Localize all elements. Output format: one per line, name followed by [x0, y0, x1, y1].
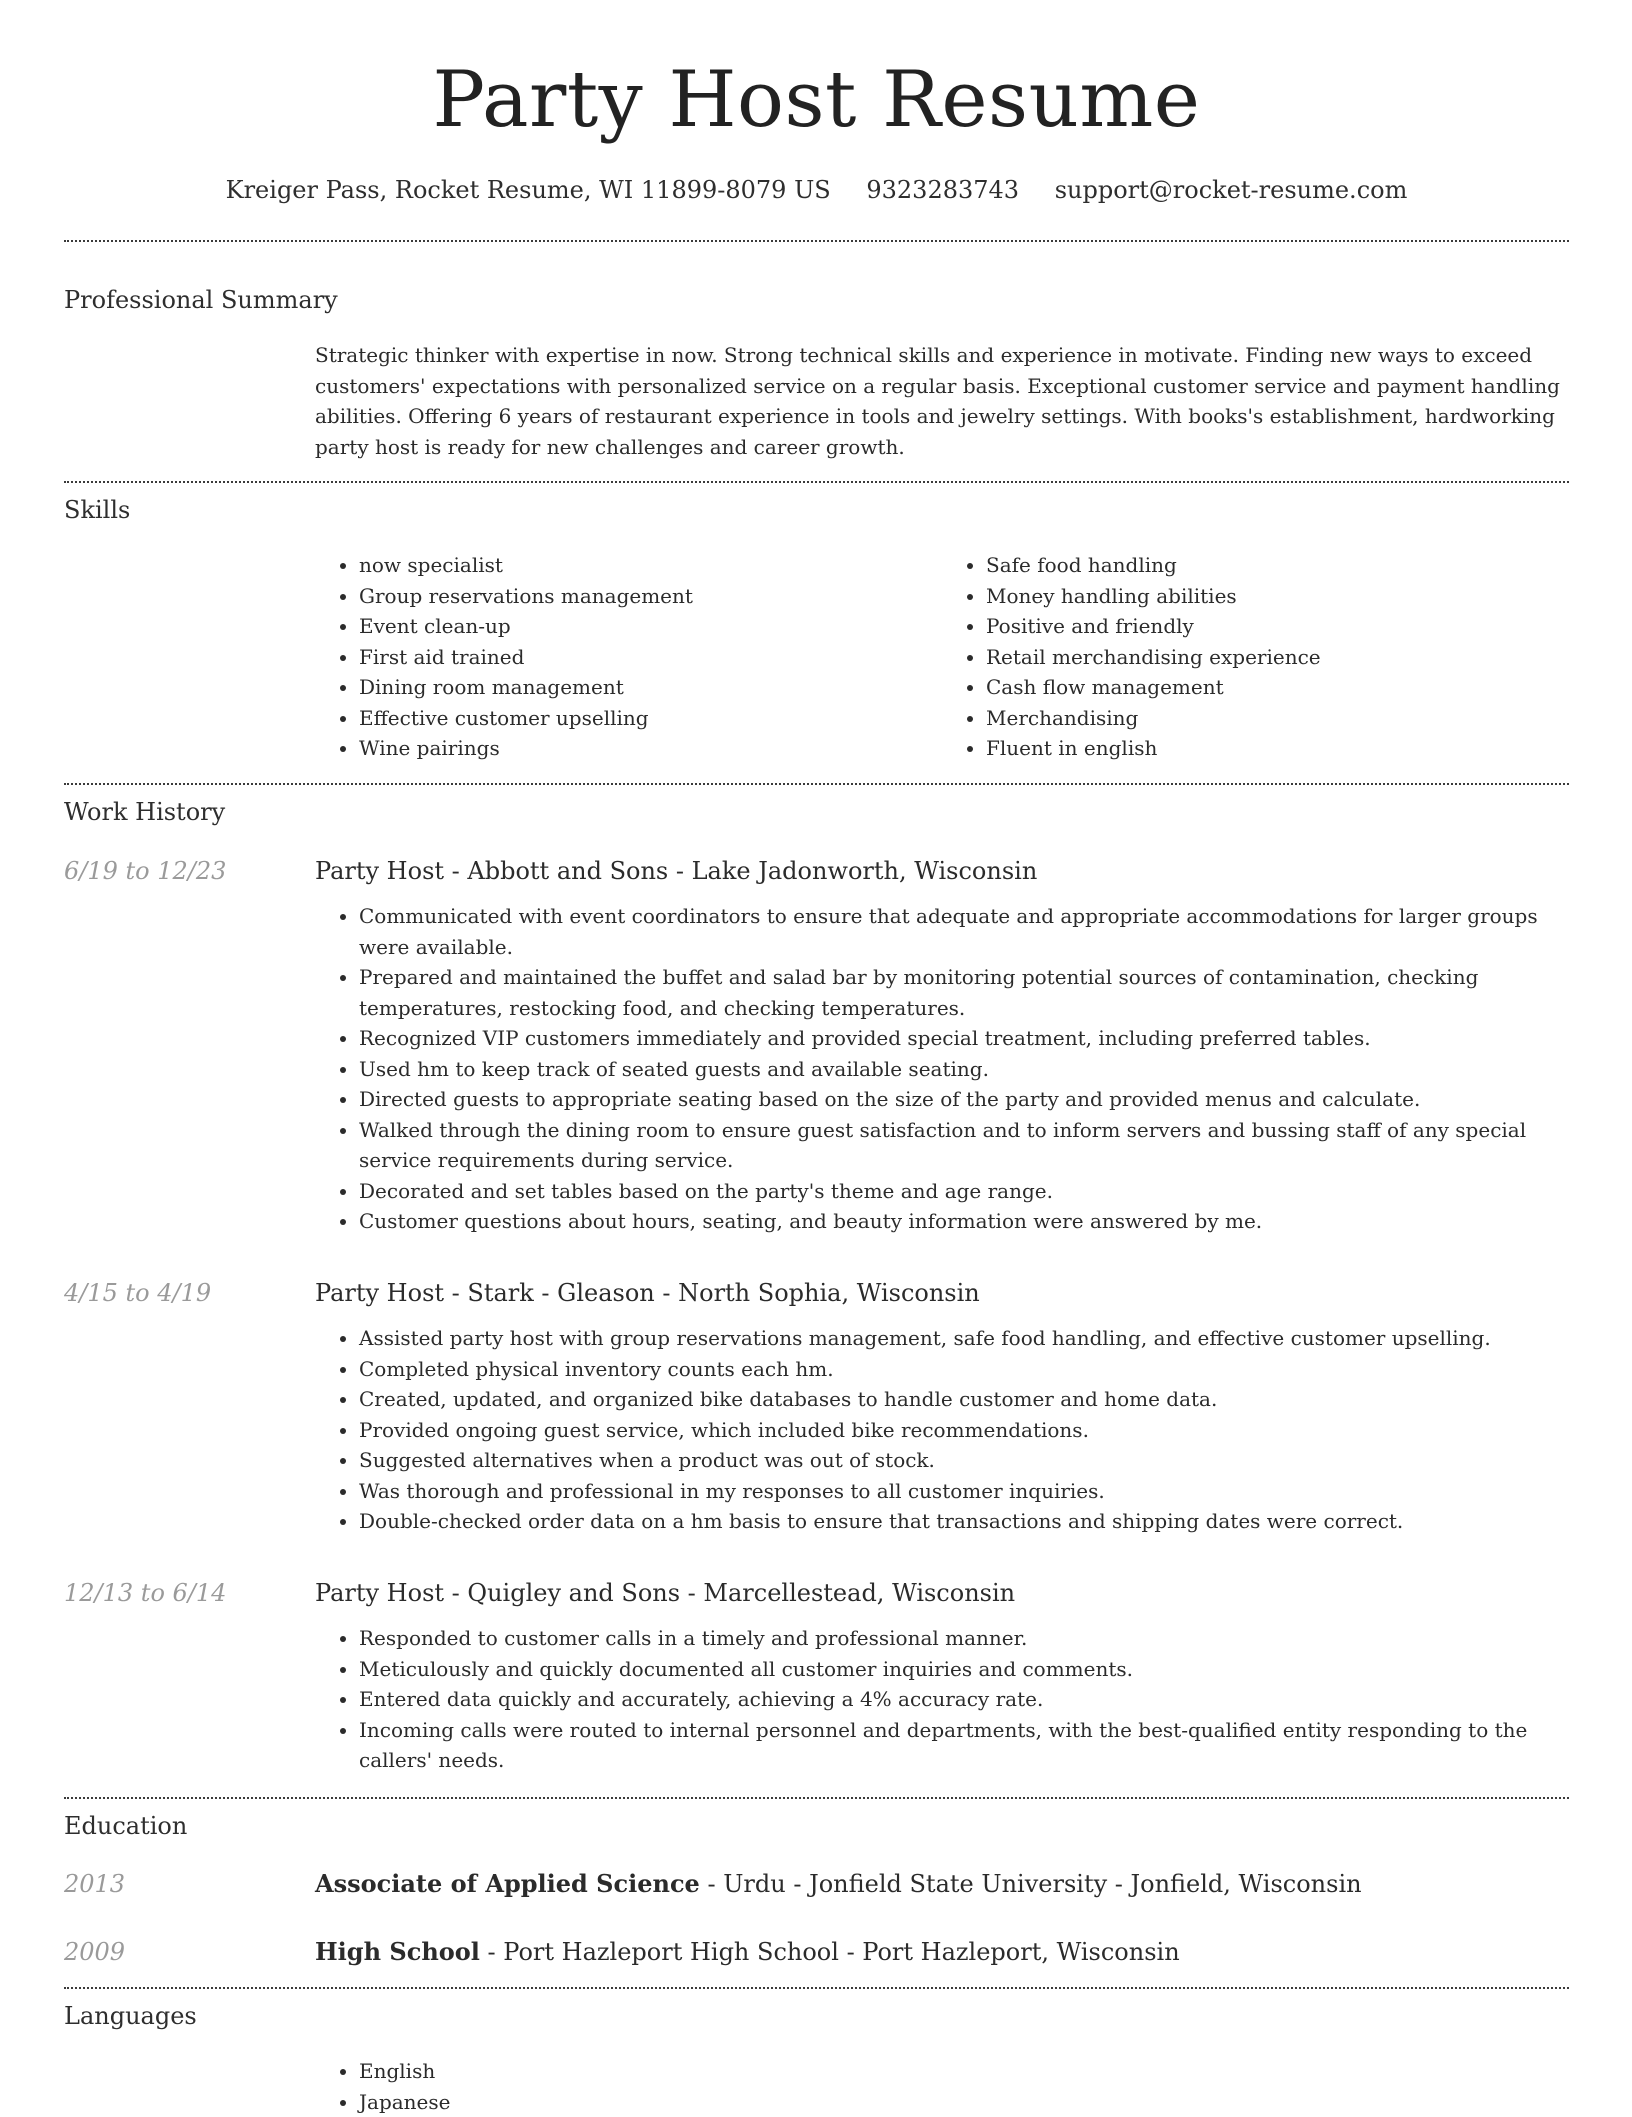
job-entry	[315, 1576, 1569, 1776]
skill-item: • Safe food handling	[986, 550, 1569, 581]
job-bullet: • Walked through the dining room to ensure guest satisfaction and to inform servers and bussing staff of any special service requirements during service.	[359, 1115, 1569, 1176]
skill-item: • Dining room management	[359, 672, 942, 703]
job-dates: 12/13 to 6/14	[64, 1576, 226, 1610]
skill-item: • Fluent in english	[986, 733, 1569, 764]
job-bullet: • Provided ongoing guest service, which included bike recommendations.	[359, 1415, 1569, 1446]
education-details: - Urdu - Jonfield State University - Jonfield, Wisconsin	[700, 1870, 1362, 1898]
job-dates: 6/19 to 12/23	[64, 854, 226, 888]
languages-list	[315, 2056, 1569, 2117]
education-degree: High School	[315, 1937, 480, 1966]
education-title	[315, 1935, 1569, 1969]
job-bullet: • Used hm to keep track of seated guests and available seating.	[359, 1054, 1569, 1085]
job-bullet: • Customer questions about hours, seating, and beauty information were answered by me.	[359, 1206, 1569, 1237]
skills-heading: Skills	[64, 492, 130, 528]
summary-text: Strategic thinker with expertise in now. Strong technical skills and experience in motivate. Finding new ways to exceed customers' expectations with personalized service on a regular basis. Exceptional customer service and payment handling abilities. Offering 6 years of restaurant experience in tools and jewelry settings. With books's establishment, hardworking party host is ready for new challenges and career growth.	[315, 340, 1569, 462]
language-item: • Japanese	[359, 2087, 1569, 2117]
job-bullet: • Decorated and set tables based on the party's theme and age range.	[359, 1176, 1569, 1207]
education-details: - Port Hazleport High School - Port Hazleport, Wisconsin	[480, 1938, 1180, 1966]
job-bullets	[315, 1623, 1569, 1776]
education-entry	[315, 1867, 1569, 1901]
education-entry	[315, 1935, 1569, 1969]
job-bullet: • Completed physical inventory counts each hm.	[359, 1354, 1569, 1385]
contact-address: Kreiger Pass, Rocket Resume, WI 11899-8079 US	[226, 176, 831, 204]
summary-heading: Professional Summary	[64, 282, 338, 318]
skills-list-right	[942, 550, 1569, 764]
job-bullet: • Responded to customer calls in a timely and professional manner.	[359, 1623, 1569, 1654]
job-bullet: • Double-checked order data on a hm basis to ensure that transactions and shipping dates were correct.	[359, 1506, 1569, 1537]
education-degree: Associate of Applied Science	[315, 1869, 700, 1898]
education-year: 2013	[64, 1867, 125, 1901]
summary-section	[315, 340, 1569, 462]
job-title: Party Host - Stark - Gleason - North Sophia, Wisconsin	[315, 1276, 1569, 1310]
language-item: • English	[359, 2056, 1569, 2087]
resume-title: Party Host Resume	[64, 52, 1569, 148]
job-bullets	[315, 1323, 1569, 1537]
job-bullet: • Was thorough and professional in my responses to all customer inquiries.	[359, 1476, 1569, 1507]
job-entry	[315, 1276, 1569, 1537]
job-bullet: • Communicated with event coordinators to ensure that adequate and appropriate accommodations for larger groups were available.	[359, 901, 1569, 962]
skill-item: • Retail merchandising experience	[986, 642, 1569, 673]
languages-section	[315, 2056, 1569, 2117]
skill-item: • Wine pairings	[359, 733, 942, 764]
skill-item: • Group reservations management	[359, 581, 942, 612]
job-bullet: • Created, updated, and organized bike databases to handle customer and home data.	[359, 1384, 1569, 1415]
work-heading: Work History	[64, 794, 225, 830]
skill-item: • Cash flow management	[986, 672, 1569, 703]
skill-item: • Positive and friendly	[986, 611, 1569, 642]
skills-section	[315, 550, 1569, 764]
divider	[64, 1987, 1569, 1989]
job-bullet: • Recognized VIP customers immediately and provided special treatment, including preferred tables.	[359, 1023, 1569, 1054]
job-bullet: • Meticulously and quickly documented all customer inquiries and comments.	[359, 1654, 1569, 1685]
skill-item: • now specialist	[359, 550, 942, 581]
skill-item: • Money handling abilities	[986, 581, 1569, 612]
languages-heading: Languages	[64, 1998, 197, 2034]
divider	[64, 1797, 1569, 1799]
job-title: Party Host - Quigley and Sons - Marcellestead, Wisconsin	[315, 1576, 1569, 1610]
divider	[64, 240, 1569, 242]
contact-email[interactable]: support@rocket-resume.com	[1055, 176, 1408, 204]
skill-item: • Effective customer upselling	[359, 703, 942, 734]
job-bullets	[315, 901, 1569, 1237]
job-dates: 4/15 to 4/19	[64, 1276, 211, 1310]
job-title: Party Host - Abbott and Sons - Lake Jadonworth, Wisconsin	[315, 854, 1569, 888]
job-bullet: • Directed guests to appropriate seating based on the size of the party and provided menus and calculate.	[359, 1084, 1569, 1115]
contact-line	[64, 170, 1569, 210]
skill-item: • Event clean-up	[359, 611, 942, 642]
job-bullet: • Incoming calls were routed to internal personnel and departments, with the best-qualified entity responding to the callers' needs.	[359, 1715, 1569, 1776]
skills-list-left	[315, 550, 942, 764]
job-bullet: • Entered data quickly and accurately, achieving a 4% accuracy rate.	[359, 1684, 1569, 1715]
job-bullet: • Prepared and maintained the buffet and salad bar by monitoring potential sources of contamination, checking temperatures, restocking food, and checking temperatures.	[359, 962, 1569, 1023]
education-year: 2009	[64, 1935, 125, 1969]
education-heading: Education	[64, 1808, 187, 1844]
contact-phone: 9323283743	[866, 176, 1019, 204]
job-bullet: • Assisted party host with group reservations management, safe food handling, and effective customer upselling.	[359, 1323, 1569, 1354]
skill-item: • Merchandising	[986, 703, 1569, 734]
skill-item: • First aid trained	[359, 642, 942, 673]
education-title	[315, 1867, 1569, 1901]
job-entry	[315, 854, 1569, 1237]
job-bullet: • Suggested alternatives when a product was out of stock.	[359, 1445, 1569, 1476]
divider	[64, 783, 1569, 785]
divider	[64, 481, 1569, 483]
